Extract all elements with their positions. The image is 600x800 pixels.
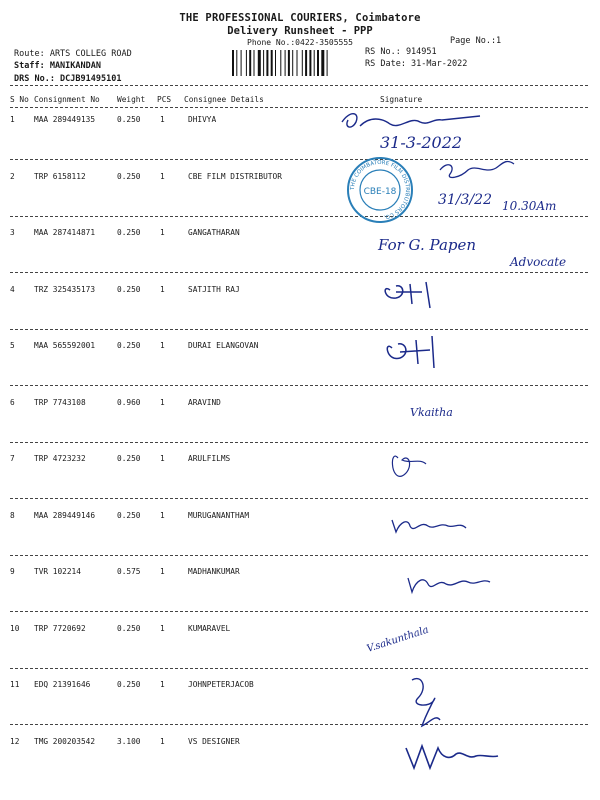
row-pcs: 1 [160, 623, 165, 633]
row-weight: 0.250 [117, 171, 141, 181]
company-name: THE PROFESSIONAL COURIERS, Coimbatore [179, 12, 421, 24]
route-label: Route: ARTS COLLEG ROAD [14, 49, 132, 59]
rs-number: RS No.: 914951 [365, 47, 437, 57]
row-pcs: 1 [160, 680, 165, 689]
row-consignee: DURAI ELANGOVAN [188, 341, 259, 350]
date-row-2: 31/3/22 [438, 192, 492, 208]
row-consignee: MADHANKUMAR [188, 567, 240, 576]
row-divider [10, 385, 588, 386]
col-sno: S No [10, 95, 29, 104]
row-consignment-no: TMG 200203542 [34, 736, 96, 746]
row-divider [10, 498, 588, 499]
row-divider [10, 724, 588, 725]
row-weight: 3.100 [117, 736, 141, 746]
row-sno: 2 [10, 171, 15, 181]
row-consignment-no: TRP 4723232 [34, 454, 86, 463]
col-consignee: Consignee Details [184, 95, 264, 104]
row-sno: 4 [10, 284, 15, 294]
row-pcs: 1 [160, 567, 165, 576]
row-weight: 0.250 [117, 284, 141, 294]
table-row [0, 680, 600, 736]
table-row [0, 172, 600, 228]
row-sno: 11 [10, 680, 20, 689]
row-sno: 1 [10, 115, 15, 124]
row-weight: 0.250 [117, 454, 141, 463]
row-sno: 7 [10, 454, 15, 463]
time-row-2: 10.30Am [502, 199, 557, 213]
table-row [0, 341, 600, 397]
col-pcs: PCS [157, 95, 172, 104]
row-divider [10, 555, 588, 556]
row-pcs: 1 [160, 454, 165, 463]
row-consignee: JOHNPETERJACOB [188, 680, 254, 689]
date-row-1: 31-3-2022 [380, 133, 463, 152]
row-consignee: ARULFILMS [188, 454, 231, 463]
row-divider [10, 272, 588, 273]
row-consignment-no: TRZ 325435173 [34, 284, 96, 294]
table-row [0, 228, 600, 284]
row-pcs: 1 [160, 341, 165, 350]
row-divider [10, 159, 588, 160]
row-sno: 3 [10, 228, 15, 237]
signature-row-3-line2: Advocate [510, 255, 567, 269]
header-divider [10, 85, 588, 86]
row-consignment-no: TRP 7743108 [34, 397, 86, 407]
row-sno: 9 [10, 567, 15, 576]
rs-date: RS Date: 31-Mar-2022 [365, 59, 468, 69]
row-pcs: 1 [160, 171, 165, 181]
row-sno: 6 [10, 397, 15, 407]
row-divider [10, 611, 588, 612]
row-consignment-no: MAA 289449146 [34, 510, 96, 520]
row-pcs: 1 [160, 736, 165, 746]
row-consignment-no: MAA 289449135 [34, 115, 96, 124]
drs-number: DRS No.: DCJB91495101 [14, 74, 122, 84]
row-divider [10, 216, 588, 217]
columns-divider [10, 107, 588, 108]
col-weight: Weight [117, 95, 146, 104]
row-divider [10, 442, 588, 443]
document-title: Delivery Runsheet - PPP [227, 25, 373, 37]
row-weight: 0.250 [117, 341, 141, 350]
row-weight: 0.250 [117, 623, 141, 633]
page-number: Page No.:1 [450, 36, 502, 46]
row-consignment-no: MAA 565592001 [34, 341, 96, 350]
row-consignee: KUMARAVEL [188, 623, 231, 633]
table-row [0, 115, 600, 171]
row-consignment-no: EDQ 21391646 [34, 680, 91, 689]
row-sno: 5 [10, 341, 15, 350]
row-pcs: 1 [160, 510, 165, 520]
table-row [0, 454, 600, 510]
row-consignee: ARAVIND [188, 397, 221, 407]
row-pcs: 1 [160, 115, 165, 124]
row-consignee: SATJITH RAJ [188, 284, 240, 294]
row-weight: 0.575 [117, 567, 141, 576]
row-consignment-no: TRP 6158112 [34, 171, 86, 181]
table-row [0, 398, 600, 454]
row-consignment-no: TRP 7720692 [34, 623, 86, 633]
table-row [0, 567, 600, 623]
row-weight: 0.960 [117, 397, 141, 407]
signature-row-3-line1: For G. Papen [378, 236, 477, 254]
row-consignee: VS DESIGNER [188, 736, 240, 746]
row-weight: 0.250 [117, 115, 141, 124]
row-pcs: 1 [160, 228, 165, 237]
row-sno: 8 [10, 510, 15, 520]
row-consignee: CBE FILM DISTRIBUTOR [188, 171, 282, 181]
row-weight: 0.250 [117, 680, 141, 689]
col-signature: Signature [380, 95, 423, 104]
row-consignment-no: TVR 102214 [34, 567, 81, 576]
table-row [0, 285, 600, 341]
row-consignee: DHIVYA [188, 115, 217, 124]
row-divider [10, 329, 588, 330]
row-weight: 0.250 [117, 510, 141, 520]
row-sno: 12 [10, 736, 20, 746]
table-row [0, 737, 600, 793]
signature-row-6: Vkaitha [410, 406, 453, 419]
row-weight: 0.250 [117, 228, 141, 237]
stamp-ring-text: THE COIMBATORE FILM DISTRIBUTORS CO. [349, 159, 411, 220]
row-sno: 10 [10, 623, 20, 633]
stamp-center-text: CBE-18 [363, 187, 397, 197]
row-consignee: MURUGANANTHAM [188, 510, 250, 520]
row-consignee: GANGATHARAN [188, 228, 240, 237]
row-divider [10, 668, 588, 669]
signature-row-10: V.sakunthala [365, 624, 431, 655]
table-row [0, 511, 600, 567]
row-consignment-no: MAA 287414871 [34, 228, 96, 237]
row-pcs: 1 [160, 284, 165, 294]
table-row [0, 624, 600, 680]
col-consignment: Consignment No [34, 95, 100, 104]
staff-label: Staff: MANIKANDAN [14, 61, 101, 71]
row-pcs: 1 [160, 397, 165, 407]
barcode-image [232, 50, 352, 76]
phone-number: Phone No.:0422-3505555 [247, 38, 353, 47]
